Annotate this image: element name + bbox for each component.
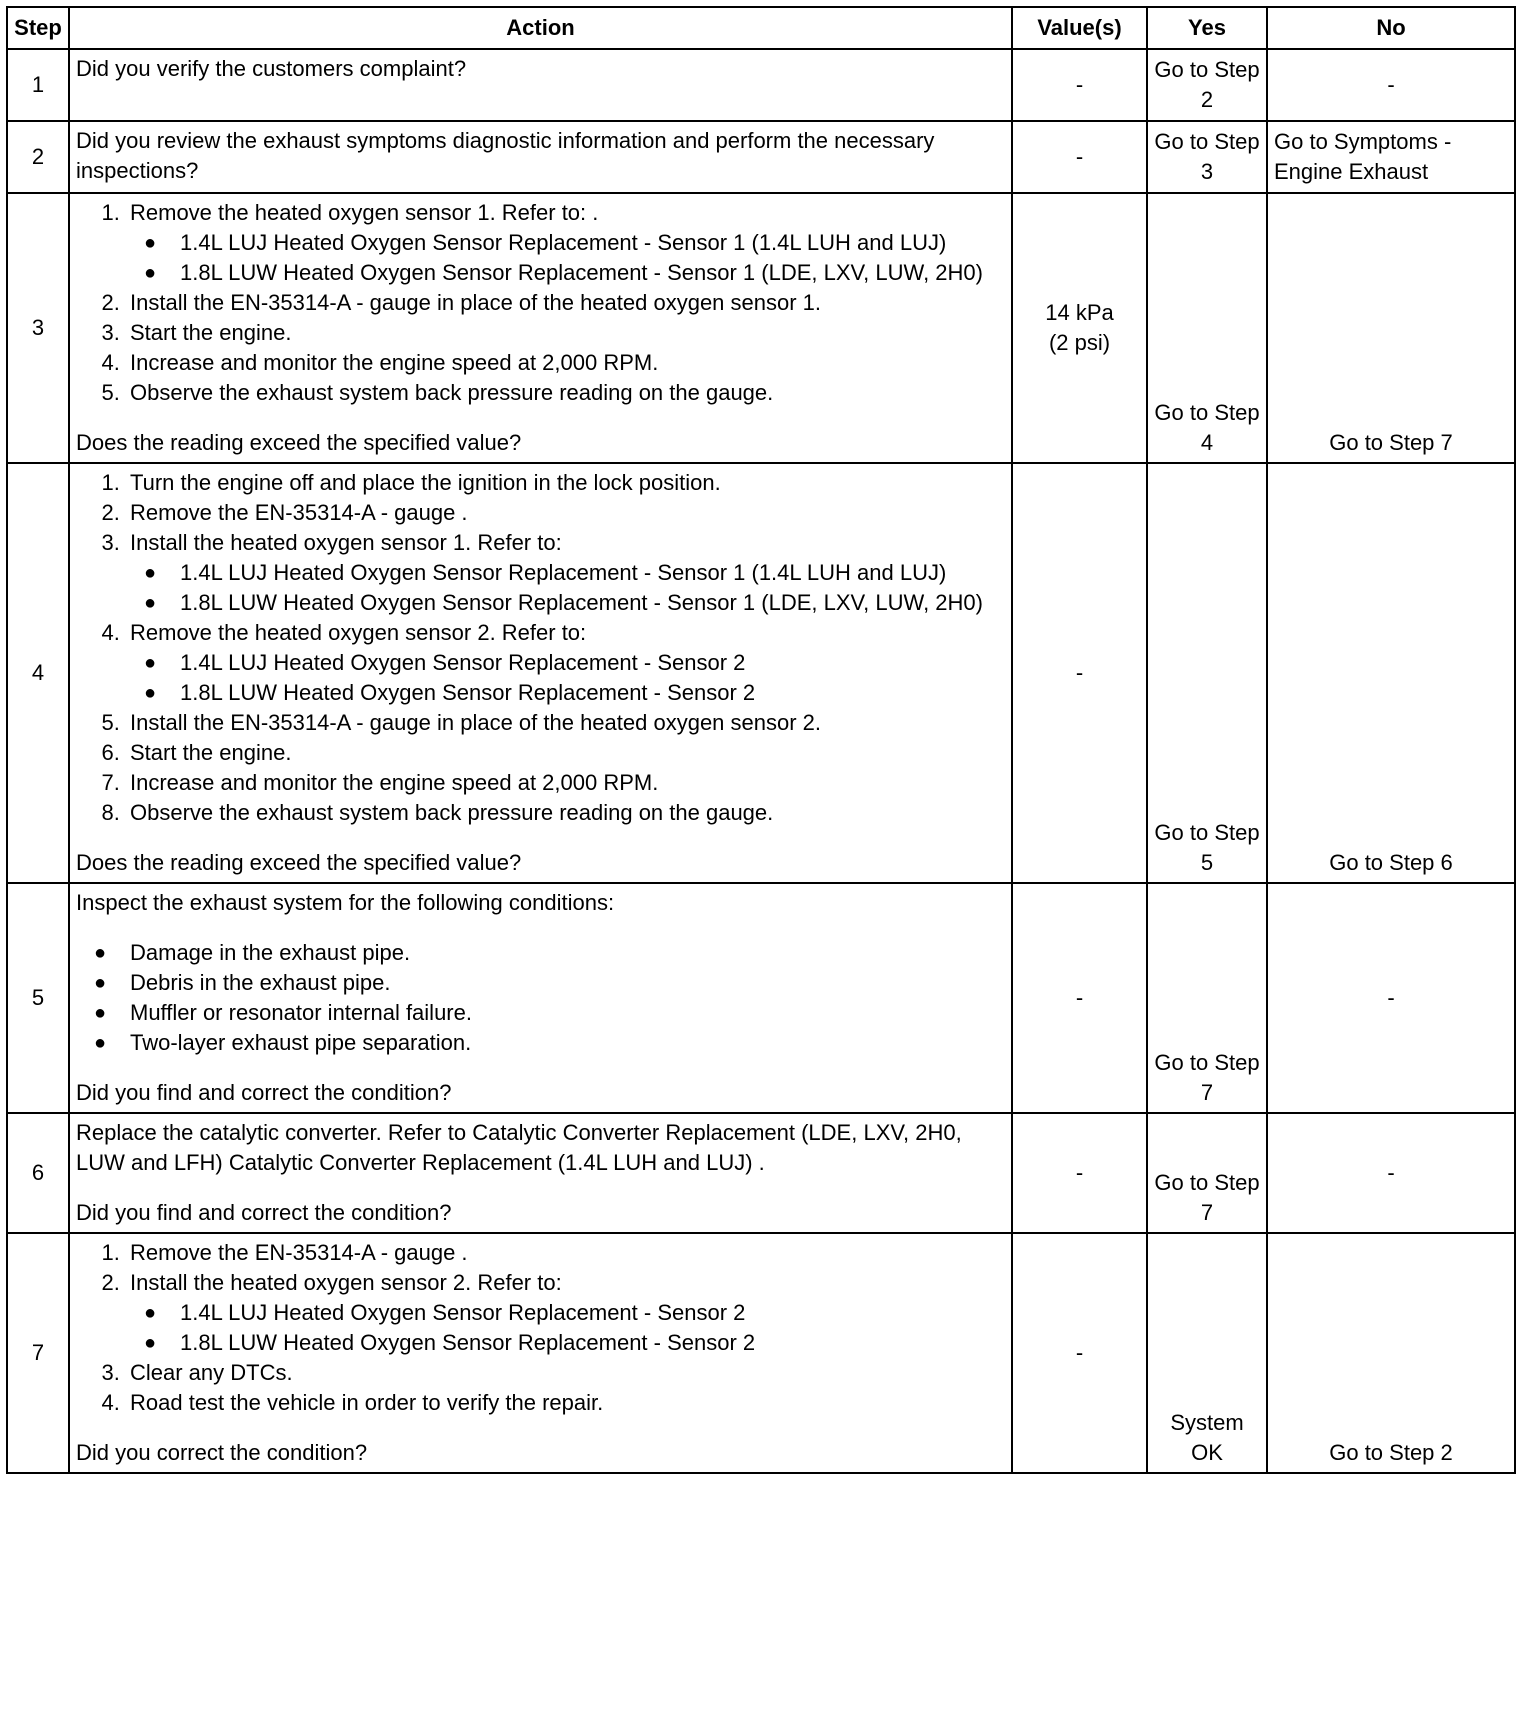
header-yes: Yes bbox=[1147, 7, 1267, 49]
table-row bbox=[7, 1233, 1515, 1473]
reference-item: ● 1.4L LUJ Heated Oxygen Sensor Replacement - Sensor 2 bbox=[176, 1298, 1005, 1328]
value-cell: - bbox=[1012, 1113, 1147, 1233]
question-text: Did you find and correct the condition? bbox=[76, 1200, 452, 1225]
action-cell bbox=[69, 1113, 1012, 1233]
reference-item: ● 1.8L LUW Heated Oxygen Sensor Replacement - Sensor 1 (LDE, LXV, LUW, 2H0) bbox=[176, 258, 1005, 288]
diagnostic-page bbox=[6, 6, 1514, 1474]
no-cell: Go to Symptoms - Engine Exhaust bbox=[1267, 121, 1515, 193]
action-intro: Replace the catalytic converter. Refer to Catalytic Converter Replacement (LDE, LXV, 2H0, LUW and LFH) Catalytic Converter Replacement (1.4L LUH and LUJ) . bbox=[76, 1120, 962, 1175]
action-cell bbox=[69, 1233, 1012, 1473]
no-cell: - bbox=[1267, 1113, 1515, 1233]
action-text: Did you verify the customers complaint? bbox=[69, 49, 1012, 121]
action-cell bbox=[69, 883, 1012, 1113]
no-cell: Go to Step 6 bbox=[1267, 463, 1515, 883]
step-number: 6 bbox=[7, 1113, 69, 1233]
action-step bbox=[126, 198, 1005, 288]
no-cell: Go to Step 2 bbox=[1267, 1233, 1515, 1473]
condition-item: ● Muffler or resonator internal failure. bbox=[126, 998, 1005, 1028]
action-step-text: Remove the heated oxygen sensor 2. Refer to: bbox=[130, 620, 587, 645]
table-row bbox=[7, 463, 1515, 883]
action-steps bbox=[76, 1238, 1005, 1418]
step-number: 3 bbox=[7, 193, 69, 463]
action-step-text: Remove the heated oxygen sensor 1. Refer to: . bbox=[130, 200, 599, 225]
header-row bbox=[7, 7, 1515, 49]
yes-cell: Go to Step 3 bbox=[1147, 121, 1267, 193]
value-cell: - bbox=[1012, 1233, 1147, 1473]
action-text: Did you review the exhaust symptoms diagnostic information and perform the necessary inspections? bbox=[69, 121, 1012, 193]
yes-cell: Go to Step 7 bbox=[1147, 1113, 1267, 1233]
action-step bbox=[126, 528, 1005, 618]
reference-list bbox=[130, 1298, 1005, 1358]
table-row bbox=[7, 49, 1515, 121]
action-step: 2. Remove the EN-35314-A - gauge . bbox=[126, 498, 1005, 528]
action-step: 4. Increase and monitor the engine speed at 2,000 RPM. bbox=[126, 348, 1005, 378]
action-step bbox=[126, 1268, 1005, 1358]
step-number: 2 bbox=[7, 121, 69, 193]
question-text: Did you find and correct the condition? bbox=[76, 1080, 452, 1105]
table-row bbox=[7, 1113, 1515, 1233]
value-cell: - bbox=[1012, 121, 1147, 193]
value-cell: - bbox=[1012, 883, 1147, 1113]
action-step: 2. Install the EN-35314-A - gauge in place of the heated oxygen sensor 1. bbox=[126, 288, 1005, 318]
action-cell bbox=[69, 463, 1012, 883]
action-step: 1. Turn the engine off and place the ignition in the lock position. bbox=[126, 468, 1005, 498]
reference-item: ● 1.8L LUW Heated Oxygen Sensor Replacement - Sensor 2 bbox=[176, 678, 1005, 708]
reference-list bbox=[130, 648, 1005, 708]
step-number: 5 bbox=[7, 883, 69, 1113]
value-cell: - bbox=[1012, 463, 1147, 883]
value-psi: (2 psi) bbox=[1048, 330, 1111, 355]
reference-item: ● 1.8L LUW Heated Oxygen Sensor Replacement - Sensor 2 bbox=[176, 1328, 1005, 1358]
table-row bbox=[7, 883, 1515, 1113]
header-step: Step bbox=[7, 7, 69, 49]
action-step-text: Install the heated oxygen sensor 2. Refer to: bbox=[130, 1270, 562, 1295]
yes-cell: Go to Step 4 bbox=[1147, 193, 1267, 463]
yes-cell: Go to Step 5 bbox=[1147, 463, 1267, 883]
diagnostic-table bbox=[6, 6, 1516, 1474]
condition-item: ● Debris in the exhaust pipe. bbox=[126, 968, 1005, 998]
action-step: 5. Install the EN-35314-A - gauge in place of the heated oxygen sensor 2. bbox=[126, 708, 1005, 738]
condition-item: ● Two-layer exhaust pipe separation. bbox=[126, 1028, 1005, 1058]
action-step: 8. Observe the exhaust system back pressure reading on the gauge. bbox=[126, 798, 1005, 828]
action-steps bbox=[76, 468, 1005, 828]
yes-cell: Go to Step 7 bbox=[1147, 883, 1267, 1113]
step-number: 4 bbox=[7, 463, 69, 883]
table-row bbox=[7, 193, 1515, 463]
table-row bbox=[7, 121, 1515, 193]
question-text: Does the reading exceed the specified value? bbox=[76, 850, 522, 875]
question-text: Does the reading exceed the specified value? bbox=[76, 430, 522, 455]
step-number: 1 bbox=[7, 49, 69, 121]
reference-item: ● 1.8L LUW Heated Oxygen Sensor Replacement - Sensor 1 (LDE, LXV, LUW, 2H0) bbox=[176, 588, 1005, 618]
action-step: 1. Remove the EN-35314-A - gauge . bbox=[126, 1238, 1005, 1268]
no-cell: - bbox=[1267, 883, 1515, 1113]
action-intro: Inspect the exhaust system for the following conditions: bbox=[76, 890, 615, 915]
header-no: No bbox=[1267, 7, 1515, 49]
yes-cell: Go to Step 2 bbox=[1147, 49, 1267, 121]
header-action: Action bbox=[69, 7, 1012, 49]
value-cell bbox=[1012, 193, 1147, 463]
action-step: 4. Road test the vehicle in order to verify the repair. bbox=[126, 1388, 1005, 1418]
reference-item: ● 1.4L LUJ Heated Oxygen Sensor Replacement - Sensor 1 (1.4L LUH and LUJ) bbox=[176, 228, 1005, 258]
action-step: 5. Observe the exhaust system back pressure reading on the gauge. bbox=[126, 378, 1005, 408]
action-step: 3. Start the engine. bbox=[126, 318, 1005, 348]
no-cell: Go to Step 7 bbox=[1267, 193, 1515, 463]
action-steps bbox=[76, 198, 1005, 408]
condition-item: ● Damage in the exhaust pipe. bbox=[126, 938, 1005, 968]
reference-list bbox=[130, 558, 1005, 618]
action-step: 7. Increase and monitor the engine speed at 2,000 RPM. bbox=[126, 768, 1005, 798]
action-step-text: Install the heated oxygen sensor 1. Refer to: bbox=[130, 530, 562, 555]
yes-cell: System OK bbox=[1147, 1233, 1267, 1473]
condition-list bbox=[76, 938, 1005, 1058]
reference-item: ● 1.4L LUJ Heated Oxygen Sensor Replacement - Sensor 1 (1.4L LUH and LUJ) bbox=[176, 558, 1005, 588]
reference-item: ● 1.4L LUJ Heated Oxygen Sensor Replacement - Sensor 2 bbox=[176, 648, 1005, 678]
action-cell bbox=[69, 193, 1012, 463]
value-cell: - bbox=[1012, 49, 1147, 121]
header-values: Value(s) bbox=[1012, 7, 1147, 49]
reference-list bbox=[130, 228, 1005, 288]
action-step bbox=[126, 618, 1005, 708]
value-kpa: 14 kPa bbox=[1045, 300, 1114, 325]
step-number: 7 bbox=[7, 1233, 69, 1473]
question-text: Did you correct the condition? bbox=[76, 1440, 368, 1465]
no-cell: - bbox=[1267, 49, 1515, 121]
action-step: 3. Clear any DTCs. bbox=[126, 1358, 1005, 1388]
action-step: 6. Start the engine. bbox=[126, 738, 1005, 768]
